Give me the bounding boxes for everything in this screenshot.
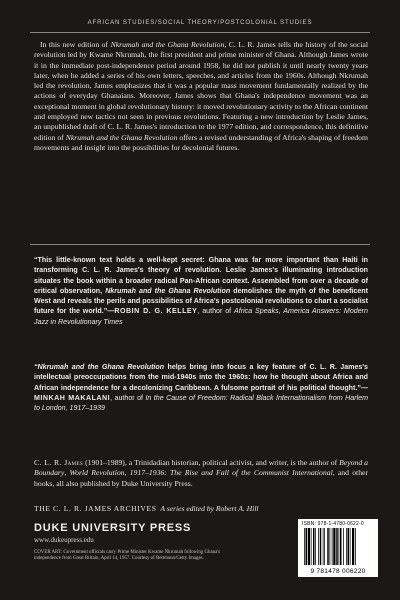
book-description: In this new edition of Nkrumah and the Ghana Revolution, C. L. R. James tells the history of the social revolution led by Kwame Nkrumah, the first president and prime minister of Ghana. Although James wrote it in the immediate post-independence period around 1958, he did not publish it until nearly twenty years later, when he added a series of his own letters, speeches, and articles from the 1960s. Although Nkrumah led the revolution, James emphasizes that it was a popular mass movement fundamentally realized by the actions of everyday Ghanaians. Moreover, James shows that Ghana's independence movement was an exceptional moment in global revolutionary history: it moved revolutionary activity to the African continent and employed new tactics not seen in previous revolutions. Featuring a new introduction by Leslie James, an unpublished draft of C. L. R. James's introduction to the 1977 edition, and correspondence, this definitive edition of Nkrumah and the Ghana Revolution offers a revised understanding of Africa's shaping of freedom movements and insight into the possibilities for decolonial futures.	[34, 40, 368, 152]
cover-art-credit: COVER ART: Government officials carry Prime Minister Kwame Nkrumah following Ghana's independence from Great Britain, April 14, 1957. Courtesy of Bettmann/Getty Images.	[34, 550, 221, 562]
barcode-bar	[330, 528, 331, 565]
author-bio: C. L. R. James (1901–1989), a Trinidadian historian, political activist, and writer, is the author of Beyond a Boundary, World Revolution, 1917–1936: The Rise and Fall of the Communist International, and other books, all also published by Duke University Press.	[34, 458, 369, 488]
barcode-bar	[318, 528, 319, 565]
barcode-bar	[340, 528, 342, 565]
barcode-bar	[350, 528, 351, 565]
book-title-ref: Nkrumah and the Ghana Revolution	[65, 132, 178, 142]
blurb-makalani: “Nkrumah and the Ghana Revolution helps bring into focus a key feature of C. L. R. James's intellectual preoccupations from the mid-1940s into the 1960s: how he thought about Africa and African independence for a decolonizing Caribbean. A fulsome portrait of his political thought.”—MINKAH MAKALANI, author of In the Cause of Freedom: Radical Black Internationalism from Harlem to London, 1917–1939	[34, 363, 369, 413]
barcode-bar	[308, 528, 310, 565]
barcode-bar	[346, 528, 347, 565]
barcode-number: 9 781478 006220	[310, 568, 366, 575]
barcode-bar	[352, 528, 354, 565]
barcode-bar	[336, 528, 338, 565]
barcode-bar	[323, 528, 324, 565]
isbn-text: ISBN: 978-1-4780-0622-0	[302, 521, 364, 527]
barcode-bar	[311, 528, 312, 565]
barcode-bar	[313, 528, 315, 565]
barcode-bar	[306, 528, 308, 565]
publisher-url: www.dukeupress.edu	[34, 536, 94, 544]
series-title: THE C. L. R. JAMES ARCHIVES	[34, 504, 157, 513]
publisher-name: DUKE UNIVERSITY PRESS	[34, 522, 192, 534]
top-divider	[30, 32, 370, 33]
barcode-bar	[355, 528, 356, 565]
barcode-box	[298, 519, 378, 577]
barcode-bar	[304, 528, 305, 565]
book-title-ref: Nkrumah and the Ghana Revolution	[110, 40, 225, 49]
barcode-bar	[332, 528, 333, 565]
barcode-bar	[315, 528, 316, 565]
barcode-bar	[320, 528, 322, 565]
series-line	[34, 504, 368, 513]
barcode-bar	[348, 528, 350, 565]
middle-divider	[30, 244, 370, 245]
barcode-bar	[327, 528, 329, 565]
series-editor: A series edited by Robert A. Hill	[160, 504, 259, 513]
blurb-kelley: “This little-known text holds a well-kept secret: Ghana was far more important than Haiti in transforming C. L. R. James's theory of revolution. Leslie James's illuminating introduction situates the book within a broader radical Pan-African context. Assembled from over a decade of critical observation, Nkrumah and the Ghana Revolution demolishes the myth of the beneficent West and reveals the perils and possibilities of Africa's postcolonial revolutions to chart a socialist future for the world.”—ROBIN D. G. KELLEY, author of Africa Speaks, America Answers: Modern Jazz in Revolutionary Times	[34, 256, 368, 326]
barcode-bar	[333, 528, 335, 565]
barcode-icon	[304, 528, 372, 565]
barcode-bar	[339, 528, 340, 565]
barcode-bar	[343, 528, 344, 565]
blurb-author: MINKAH MAKALANI	[34, 393, 111, 402]
subject-categories: AFRICAN STUDIES/SOCIAL THEORY/POSTCOLONIAL STUDIES	[87, 20, 313, 26]
barcode-bar	[324, 528, 325, 565]
blurb-author: ROBIN D. G. KELLEY	[114, 307, 198, 316]
